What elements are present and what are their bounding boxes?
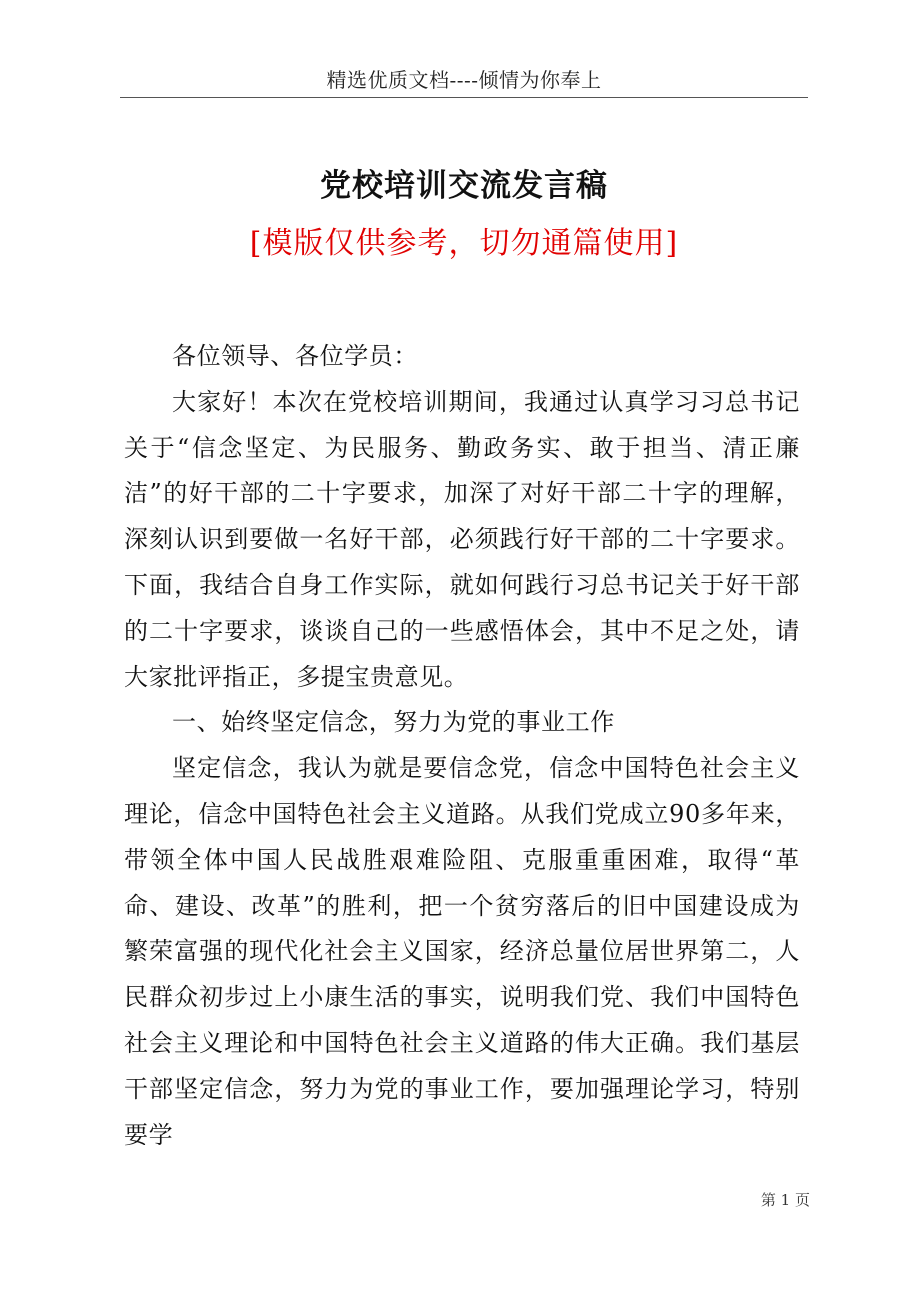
running-header: 精选优质文档----倾情为你奉上 [326,68,602,92]
body-paragraph: 坚定信念，我认为就是要信念党，信念中国特色社会主义理论，信念中国特色社会主义道路。从我们党成立90多年来，带领全体中国人民战胜艰难险阻、克服重重困难，取得“革命、建设、改革”的胜利，把一个贫穷落后的旧中国建设成为繁荣富强的现代化社会主义国家，经济总量位居世界第二，人民群众初步过上小康生活的事实，说明我们党、我们中国特色社会主义理论和中国特色社会主义道路的伟大正确。我们基层干部坚定信念，努力为党的事业工作，要加强理论学习，特别要学 [124,754,800,1149]
section-heading: 一、始终坚定信念，努力为党的事业工作 [172,708,615,737]
header-divider [120,97,808,98]
template-notice: [模版仅供参考，切勿通篇使用] [249,226,679,261]
salutation-paragraph: 各位领导、各位学员： [172,342,418,370]
page-number: 第 1 页 [760,1191,810,1209]
document-title: 党校培训交流发言稿 [320,168,608,204]
document-body [124,334,800,1158]
intro-paragraph: 大家好！本次在党校培训期间，我通过认真学习习总书记关于“信念坚定、为民服务、勤政务实、敢于担当、清正廉洁”的好干部的二十字要求，加深了对好干部二十字的理解，深刻认识到要做一名好干部，必须践行好干部的二十字要求。下面，我结合自身工作实际，就如何践行习总书记关于好干部的二十字要求，谈谈自己的一些感悟体会，其中不足之处，请大家批评指正，多提宝贵意见。 [124,387,800,691]
